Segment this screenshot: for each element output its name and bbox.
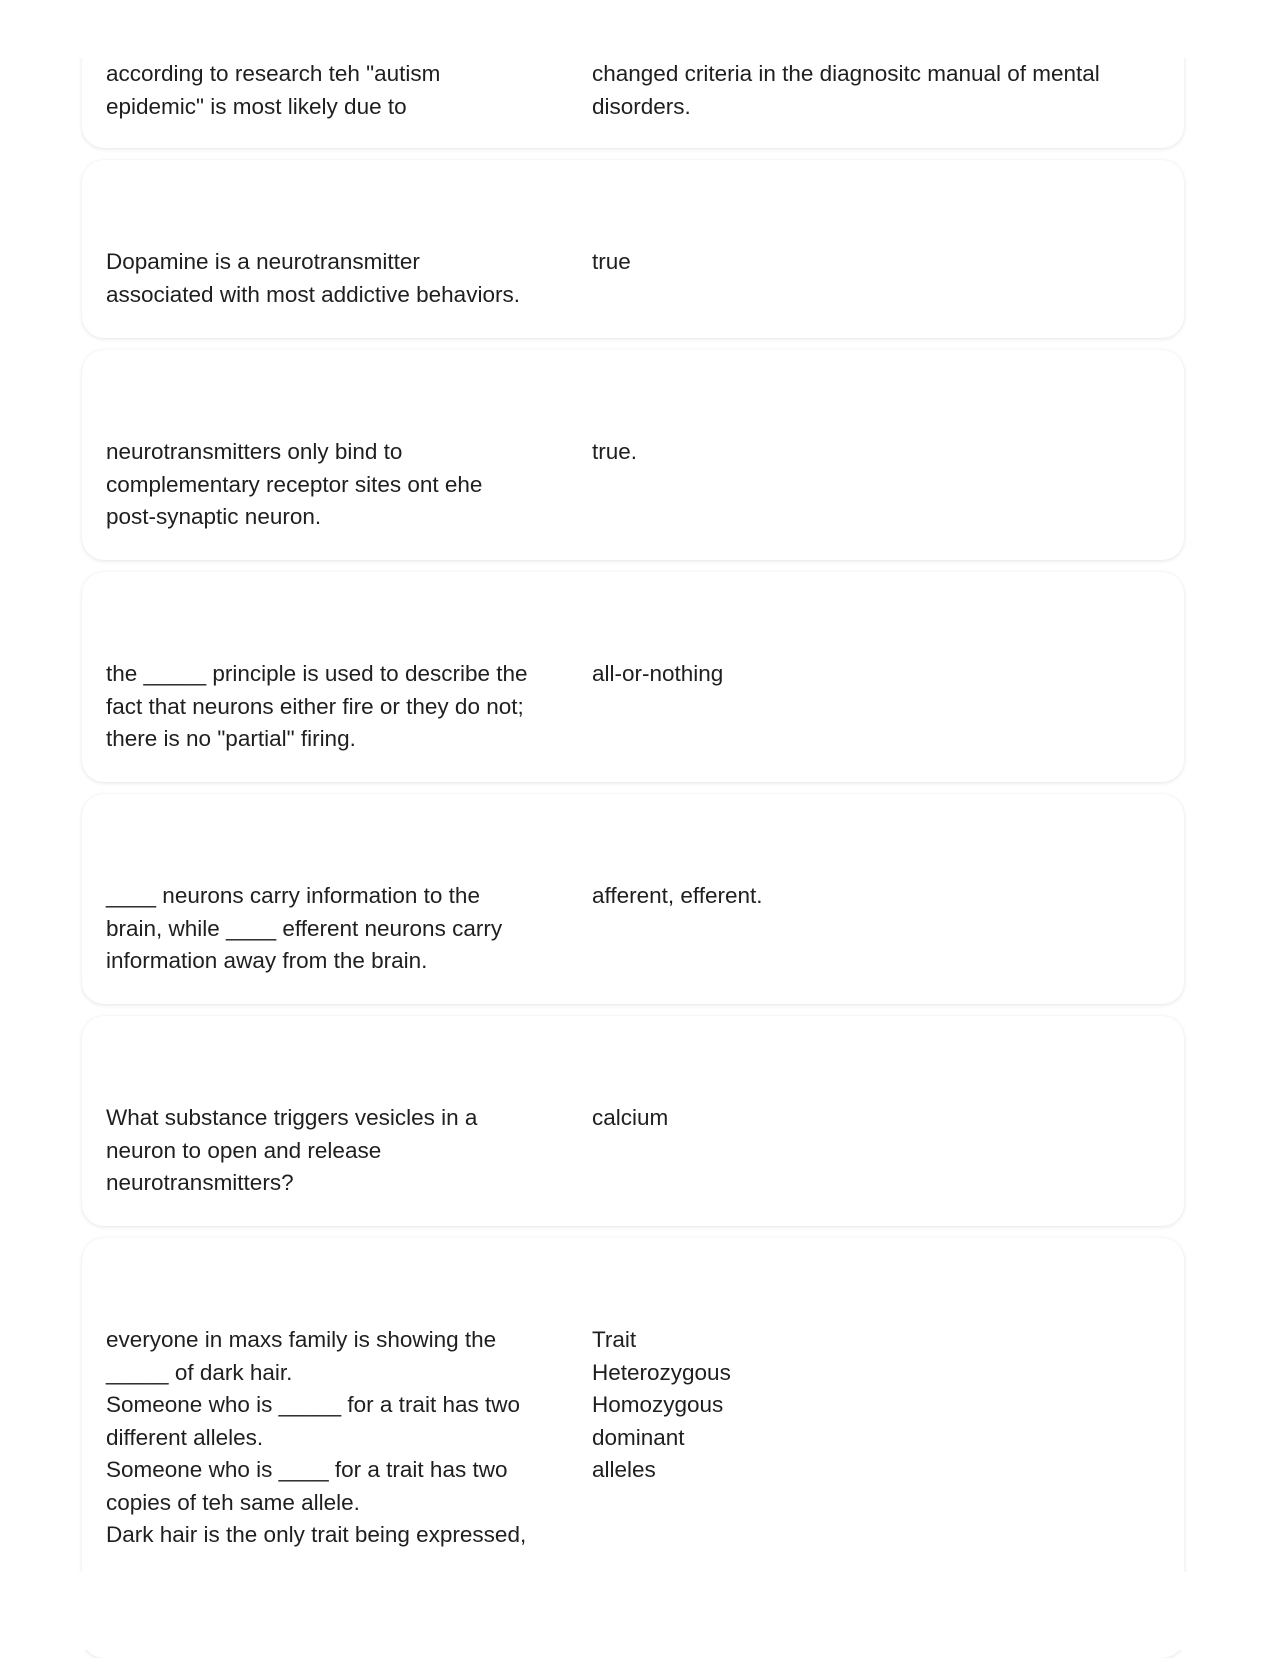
card-term: Dopamine is a neurotransmitter associated with most addictive behaviors.: [106, 249, 520, 307]
card-definition: true.: [592, 439, 638, 464]
flashcard[interactable]: [82, 794, 1184, 1004]
card-term: according to research teh "autism epidemic" is most likely due to: [106, 61, 441, 119]
flashcard[interactable]: [82, 160, 1184, 338]
card-term: neurotransmitters only bind to complementary receptor sites ont ehe post-synaptic neuron.: [106, 439, 483, 529]
page-bottom-margin: [0, 1572, 1275, 1650]
card-term: What substance triggers vesicles in a neuron to open and release neurotransmitters?: [106, 1105, 478, 1195]
card-definition: afferent, efferent.: [592, 883, 763, 908]
flashcard[interactable]: [82, 1016, 1184, 1226]
page-top-margin: [0, 0, 1275, 58]
card-definition: true: [592, 249, 631, 274]
card-term: everyone in maxs family is showing the _____ of dark hair. Someone who is _____ for a trait has two different alleles. Someone who is ____ for a trait has two copies of teh same allele. Dark hair is the only trait being expressed,: [106, 1327, 527, 1547]
card-term: ____ neurons carry information to the brain, while ____ efferent neurons carry information away from the brain.: [106, 883, 503, 973]
flashcard[interactable]: [82, 350, 1184, 560]
card-definition: all-or-nothing: [592, 661, 724, 686]
card-definition: calcium: [592, 1105, 669, 1130]
flashcard[interactable]: [82, 572, 1184, 782]
card-definition: changed criteria in the diagnositc manual of mental disorders.: [592, 61, 1100, 119]
card-term: the _____ principle is used to describe the fact that neurons either fire or they do not; there is no "partial" firing.: [106, 661, 528, 751]
card-definition: Trait Heterozygous Homozygous dominant alleles: [592, 1327, 731, 1482]
